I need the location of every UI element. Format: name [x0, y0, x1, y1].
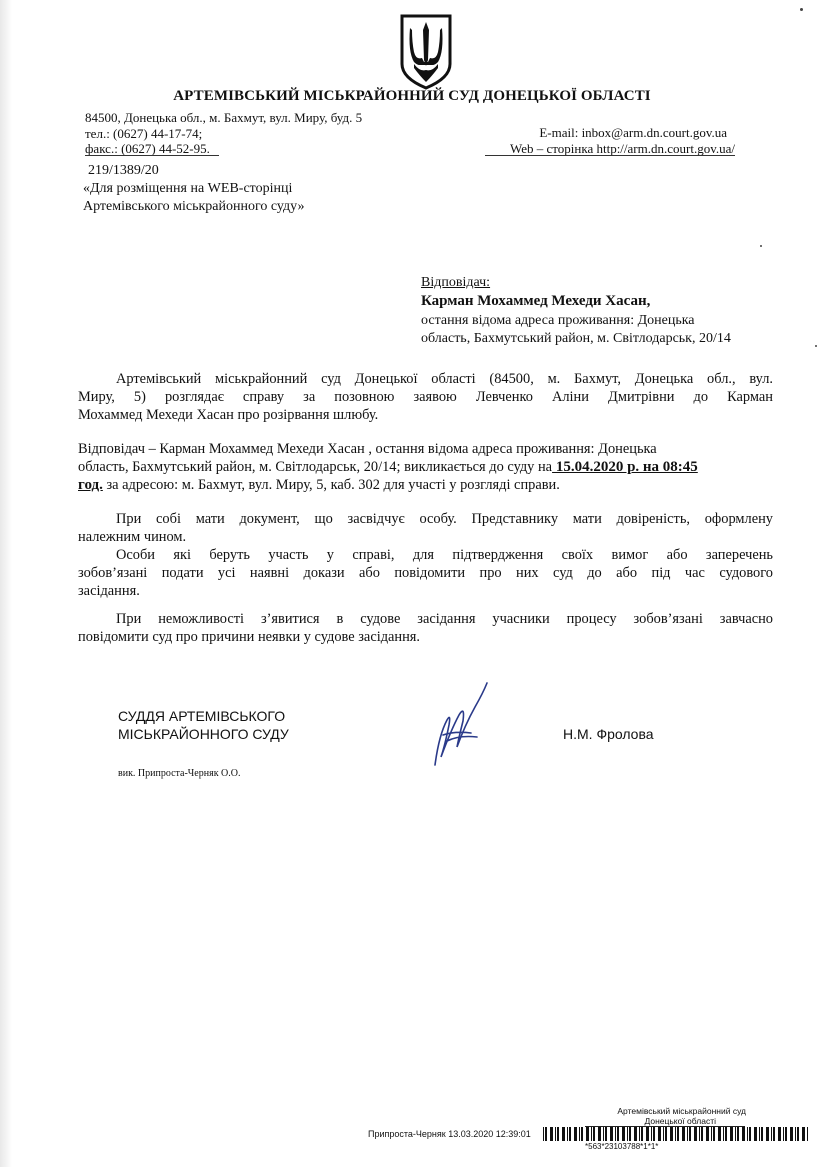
barcode-bar — [682, 1127, 685, 1141]
barcode-bar — [569, 1127, 571, 1141]
barcode-bar — [730, 1127, 733, 1141]
barcode-bar — [610, 1127, 613, 1141]
barcode-bar — [653, 1127, 655, 1141]
barcode-bar — [581, 1127, 583, 1141]
barcode-bar — [718, 1127, 721, 1141]
barcode-bar — [785, 1127, 787, 1141]
text-line: Миру, 5) розглядає справу за позовною заявою Левченко Аліни Дмитрівни до Карман — [78, 389, 773, 405]
executor-note: вик. Припроста-Черняк О.О. — [118, 768, 241, 779]
barcode-bar — [567, 1127, 568, 1141]
scan-speck — [760, 245, 762, 247]
scan-speck — [800, 8, 803, 11]
barcode-bar — [550, 1127, 553, 1141]
barcode-bar — [701, 1127, 703, 1141]
barcode-bar — [586, 1127, 589, 1141]
text-line: Відповідач – Карман Мохаммед Мехеди Хасан , остання відома адреса проживання: Донецька — [78, 441, 657, 457]
barcode-bar — [562, 1127, 565, 1141]
barcode-bar — [622, 1127, 625, 1141]
text-line: повідомити суд про причини неявки у судове засідання. — [78, 629, 421, 645]
barcode-bar — [591, 1127, 592, 1141]
respondent-address-cont: область, Бахмутський район, м. Світлодарськ, 20/14 — [421, 331, 731, 346]
scan-edge-shadow — [0, 0, 12, 1167]
barcode-bar — [706, 1127, 709, 1141]
barcode-bar — [694, 1127, 697, 1141]
barcode-bar — [807, 1127, 808, 1141]
text-fragment: область, Бахмутський район, м. Світлодарськ, 20/14; викликається до суду на — [78, 459, 553, 475]
barcode-bar — [617, 1127, 619, 1141]
barcode-bar — [629, 1127, 631, 1141]
barcode-bar — [670, 1127, 673, 1141]
text-line: Мохаммед Мехеди Хасан про розірвання шлюбу. — [78, 407, 379, 423]
header-divider-right — [485, 155, 735, 156]
barcode-bar — [749, 1127, 751, 1141]
barcode-bar — [675, 1127, 676, 1141]
barcode-bar — [574, 1127, 577, 1141]
text-line: При собі мати документ, що засвідчує особу. Представнику мати довіреність, оформлену — [116, 511, 773, 527]
barcode-bar — [766, 1127, 769, 1141]
text-line: засідання. — [78, 583, 140, 599]
paragraph-absence — [78, 610, 773, 646]
header-divider-left — [85, 155, 219, 156]
barcode-bar — [737, 1127, 739, 1141]
web-publication-note-court: Артемівського міськрайонного суду» — [83, 199, 305, 214]
barcode-bar — [658, 1127, 661, 1141]
barcode-bar — [773, 1127, 775, 1141]
barcode-bar — [593, 1127, 595, 1141]
paragraph-evidence — [78, 546, 773, 600]
barcode-bar — [790, 1127, 793, 1141]
case-number: 219/1389/20 — [88, 163, 159, 178]
barcode-bar — [723, 1127, 724, 1141]
scan-speck — [815, 345, 817, 347]
paragraph-documents — [78, 510, 773, 546]
barcode-bar — [742, 1127, 745, 1141]
barcode-bar — [677, 1127, 679, 1141]
registration-stamp: Припроста-Черняк 13.03.2020 12:39:01 — [368, 1129, 531, 1139]
barcode-bar — [605, 1127, 607, 1141]
court-phone: тел.: (0627) 44-17-74; — [85, 126, 203, 141]
barcode-bar — [759, 1127, 760, 1141]
barcode-bar — [634, 1127, 637, 1141]
respondent-label: Відповідач: — [421, 275, 491, 290]
barcode-bar — [555, 1127, 556, 1141]
barcode-bar — [778, 1127, 781, 1141]
text-fragment: за адресою: м. Бахмут, вул. Миру, 5, каб. 302 для участі у розгляді справи. — [102, 477, 560, 493]
barcode-bar — [689, 1127, 691, 1141]
barcode-bar — [557, 1127, 559, 1141]
footer-court-region: Донецької області — [644, 1116, 716, 1126]
text-line: Особи які беруть участь у справі, для підтвердження своїх вимог або заперечень — [116, 547, 773, 563]
text-line — [78, 476, 773, 494]
barcode-bar — [639, 1127, 640, 1141]
hearing-time-unit: год. — [78, 477, 103, 493]
court-website: Web – сторінка http://arm.dn.court.gov.ua/ — [509, 141, 735, 156]
barcode — [543, 1127, 808, 1141]
barcode-bar — [665, 1127, 667, 1141]
barcode-bar — [771, 1127, 772, 1141]
barcode-text: *563*23103788*1*1* — [585, 1142, 659, 1151]
paragraph-case-intro — [78, 370, 773, 424]
barcode-bar — [711, 1127, 712, 1141]
barcode-bar — [641, 1127, 643, 1141]
paragraph-summons — [78, 440, 773, 494]
barcode-bar — [603, 1127, 604, 1141]
text-line: зобов’язані подати усі наявні докази або повідомити про них суд до або під час судового — [78, 565, 773, 581]
text-line: належним чином. — [78, 529, 187, 545]
barcode-bar — [699, 1127, 700, 1141]
barcode-bar — [735, 1127, 736, 1141]
hearing-datetime: 15.04.2020 р. на 08:45 — [552, 459, 698, 475]
respondent-name: Карман Мохаммед Мехеди Хасан, — [421, 293, 651, 309]
barcode-bar — [598, 1127, 601, 1141]
judge-title: СУДДЯ АРТЕМІВСЬКОГО — [118, 708, 286, 724]
barcode-bar — [713, 1127, 715, 1141]
barcode-bar — [579, 1127, 580, 1141]
barcode-bar — [783, 1127, 784, 1141]
barcode-bar — [615, 1127, 616, 1141]
barcode-bar — [795, 1127, 796, 1141]
text-line — [78, 458, 773, 476]
footer-court-name: Артемівський міськрайонний суд — [617, 1106, 746, 1116]
text-line: Артемівський міськрайонний суд Донецької області (84500, м. Бахмут, Донецька обл., вул. — [116, 371, 773, 387]
barcode-bar — [725, 1127, 727, 1141]
respondent-address: остання відома адреса проживання: Донецька — [421, 313, 695, 328]
barcode-bar — [663, 1127, 664, 1141]
barcode-bar — [761, 1127, 763, 1141]
court-title: АРТЕМІВСЬКИЙ МІСЬКРАЙОННИЙ СУД ДОНЕЦЬКОЇ ОБЛАСТІ — [173, 88, 651, 104]
barcode-bar — [802, 1127, 805, 1141]
court-fax: факс.: (0627) 44-52-95. — [85, 141, 210, 156]
handwritten-signature — [425, 675, 505, 775]
barcode-bar — [646, 1127, 649, 1141]
court-email: E-mail: inbox@arm.dn.court.gov.ua — [539, 125, 727, 140]
court-address: 84500, Донецька обл., м. Бахмут, вул. Миру, буд. 5 — [85, 110, 363, 125]
judge-title-cont: МІСЬКРАЙОННОГО СУДУ — [118, 726, 289, 742]
barcode-bar — [747, 1127, 748, 1141]
web-publication-note: «Для розміщення на WEB-сторінці — [83, 181, 293, 196]
barcode-bar — [687, 1127, 688, 1141]
barcode-bar — [754, 1127, 757, 1141]
barcode-bar — [545, 1127, 547, 1141]
judge-name: Н.М. Фролова — [563, 726, 654, 742]
barcode-bar — [627, 1127, 628, 1141]
coat-of-arms-icon — [396, 12, 456, 92]
text-line: При неможливості з’явитися в судове засідання учасники процесу зобов’язані завчасно — [116, 611, 773, 627]
barcode-bar — [797, 1127, 799, 1141]
barcode-bar — [651, 1127, 652, 1141]
barcode-bar — [543, 1127, 544, 1141]
